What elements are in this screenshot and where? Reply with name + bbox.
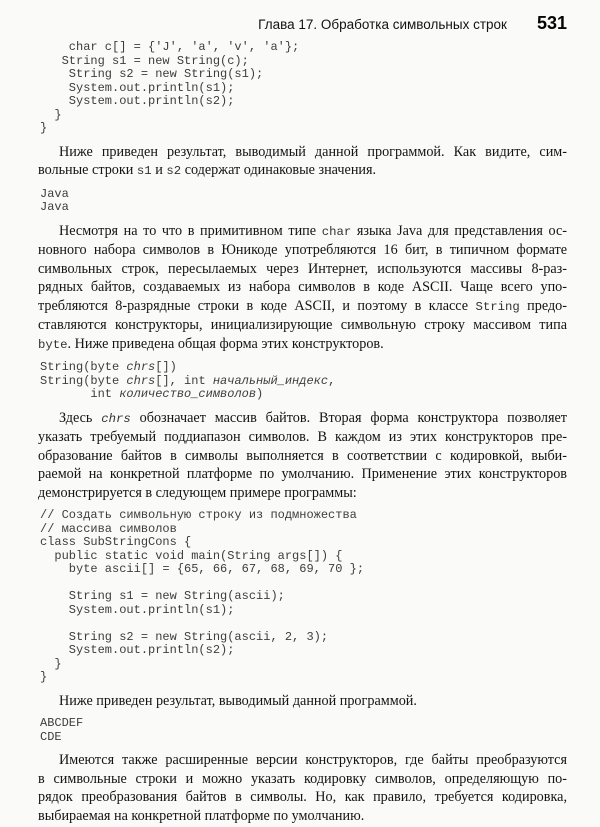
text-line: указать требуемый поддиапазон символов. В каждом из этих конструкторов пре- <box>38 429 567 445</box>
code-block <box>40 41 567 136</box>
text-line: вольные строки s1 и s2 содержат одинаковые значения. <box>38 162 377 178</box>
text-line: раемой на конкретной платформе по умолчанию. Применение этих конструкторов <box>38 466 567 482</box>
code-block <box>40 361 567 402</box>
text-line: демонстрируется в следующем примере программы: <box>38 484 357 501</box>
page-body <box>38 41 567 825</box>
code-line: String s2 = new String(ascii, 2, 3); <box>40 629 329 644</box>
inline-code: byte <box>38 337 68 352</box>
code-line <box>40 577 567 591</box>
code-line: System.out.println(s1); <box>40 80 235 95</box>
paragraph <box>38 692 567 711</box>
code-line: CDE <box>40 729 62 744</box>
page-number: 531 <box>536 13 567 33</box>
code-line: String s1 = new String(c); <box>40 53 249 68</box>
code-line: // массива символов <box>40 521 177 536</box>
code-line: } <box>40 121 48 135</box>
code-line: } <box>40 656 62 671</box>
code-line: public static void main(String args[]) { <box>40 548 343 563</box>
inline-code: s2 <box>166 164 182 178</box>
code-line: Java <box>40 186 69 201</box>
code-line: String s2 = new String(s1); <box>40 67 264 81</box>
text-line: выбираемая на конкретной платформе по умолчанию. <box>38 807 365 824</box>
text-line: Ниже приведен результат, выводимый данной программой. Как видите, сим- <box>59 143 567 160</box>
code-line: class SubStringCons { <box>40 535 192 549</box>
text-line: Несмотря на то что в примитивном типе char языка Java для представления ос- <box>59 222 567 239</box>
text-line: требляются 8-разрядные строки в коде ASCII, и поэтому в классе String предо- <box>38 297 567 314</box>
inline-code: String <box>475 299 520 314</box>
text-line: Ниже приведен результат, выводимый данной программой. <box>59 692 417 709</box>
code-line <box>40 617 567 631</box>
program-output <box>40 188 567 215</box>
paragraph <box>38 143 567 181</box>
page-header <box>38 14 567 34</box>
paragraph <box>38 409 567 503</box>
code-line: char c[] = {'J', 'a', 'v', 'a'}; <box>40 40 300 54</box>
code-block <box>40 509 567 685</box>
code-line: int количество_символов) <box>40 387 264 401</box>
code-line: // Создать символьную строку из подмножества <box>40 508 357 522</box>
paragraph <box>38 751 567 825</box>
code-line: String(byte chrs[], int начальный_индекс, <box>40 373 336 388</box>
inline-code: char <box>321 224 352 239</box>
code-line: String s1 = new String(ascii); <box>40 589 285 603</box>
text-line: рядок преобразования байтов в символы. Но, как правило, требуется кодировка, <box>38 789 567 805</box>
program-output <box>40 717 567 744</box>
text-line: Имеются также расширенные версии конструкторов, где байты преобразуются <box>59 752 567 768</box>
text-line: символьных строк, пересылаемых через Интернет, используются массивы 8-раз- <box>38 260 567 277</box>
code-line: String(byte chrs[]) <box>40 360 177 374</box>
text-line: образование байтов в символы выполняется в соответствии с кодировкой, выби- <box>38 447 567 464</box>
inline-code: s1 <box>136 164 152 178</box>
code-line: Java <box>40 200 69 214</box>
inline-code: chrs <box>101 411 131 426</box>
text-line: в символьные строки и можно указать кодировку символов, определяющую по- <box>38 770 567 787</box>
running-head: Глава 17. Обработка символьных строк <box>258 17 507 32</box>
text-line: рядных байтов, создаваемых из набора символов в коде ASCII. Чаще всего упо- <box>38 279 567 295</box>
code-line: System.out.println(s1); <box>40 602 235 617</box>
code-line: System.out.println(s2); <box>40 94 235 108</box>
text-line: byte. Ниже приведена общая форма этих конструкторов. <box>38 335 384 352</box>
code-line: } <box>40 107 62 122</box>
code-line: ABCDEF <box>40 716 84 730</box>
text-line: новного набора символов в Юникоде употребляются 16 бит, в типичном формате <box>38 242 567 258</box>
code-line: } <box>40 670 48 684</box>
code-line: byte ascii[] = {65, 66, 67, 68, 69, 70 }; <box>40 562 365 576</box>
code-line: System.out.println(s2); <box>40 643 235 657</box>
text-line: ставляются конструкторы, инициализирующие символьную строку массивом типа <box>38 317 567 333</box>
text-line: Здесь chrs обозначает массив байтов. Вторая форма конструктора позволяет <box>59 409 568 426</box>
paragraph <box>38 222 567 355</box>
